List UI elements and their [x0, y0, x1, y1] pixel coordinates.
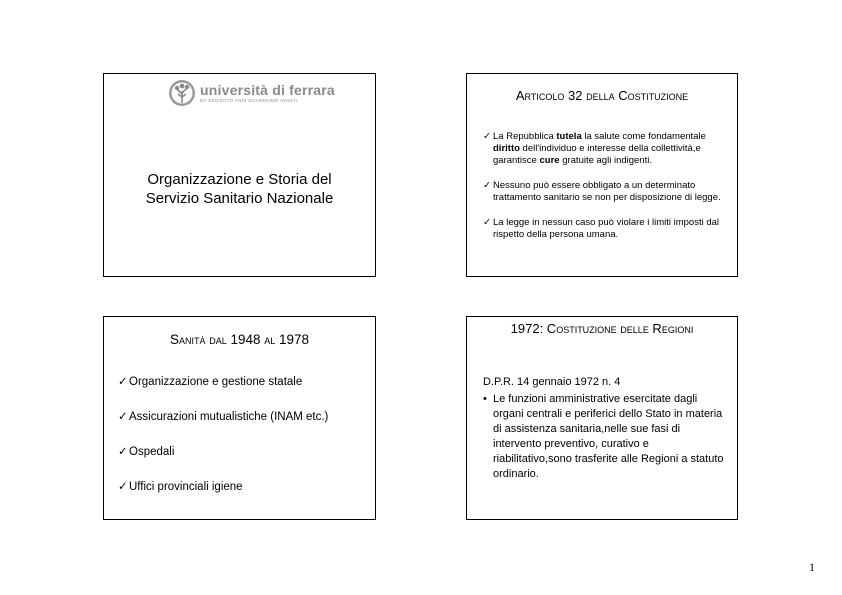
title-line-2: Servizio Sanitario Nazionale [145, 190, 334, 207]
bullet-list [118, 375, 328, 515]
slide-1 [103, 73, 376, 277]
decree-reference: D.P.R. 14 gennaio 1972 n. 4 [483, 376, 621, 388]
checkmark-icon: ✓ [483, 180, 491, 191]
slide-title: 1972: Costituzione delle Regioni [510, 321, 694, 336]
bullet-text: Le funzioni amministrative esercitate dagli organi centrali e periferici dello Stato in materia di assistenza sanitaria,nelle sue fasi di intervento preventivo, curativo e riabilitativo,sono trasferite alle Regioni a statuto ordinario. [493, 393, 724, 480]
list-item: ✓Assicurazioni mutualistiche (INAM etc.) [118, 411, 329, 423]
slide-3 [103, 316, 376, 520]
tree-seal-icon [168, 79, 196, 107]
checkmark-icon: ✓ [118, 411, 128, 423]
checkmark-icon: ✓ [118, 481, 128, 493]
list-item: ✓Ospedali [118, 446, 175, 458]
university-logo [168, 79, 335, 107]
list-item: ✓Uffici provinciali igiene [118, 481, 243, 493]
list-item [483, 392, 728, 482]
checkmark-icon: ✓ [118, 376, 128, 388]
list-item: ✓ Nessuno può essere obbligato a un determinato trattamento sanitario se non per disposizione di legge. [483, 180, 721, 203]
slide-4 [466, 316, 738, 520]
title-line-1: Organizzazione e Storia del [147, 171, 332, 188]
list-item: ✓ La Repubblica tutela la salute come fondamentale diritto dell'individuo e interesse della collettività,e garantisce cure gratuite agli indigenti. [483, 131, 706, 166]
bullet-list [483, 131, 729, 254]
checkmark-icon: ✓ [483, 131, 491, 142]
list-item: ✓Organizzazione e gestione statale [118, 376, 303, 388]
slide-title: Articolo 32 della Costituzione [515, 88, 689, 103]
slide-2 [466, 73, 738, 277]
checkmark-icon: ✓ [483, 217, 491, 228]
logo-name: università di ferrara [200, 81, 335, 98]
logo-tagline: DA SEICENTO ANNI GUARDIAMO AVANTI. [200, 97, 299, 103]
slide-title: Sanità dal 1948 al 1978 [169, 332, 310, 347]
presentation-title [104, 170, 375, 208]
checkmark-icon: ✓ [118, 446, 128, 458]
list-item: ✓ La legge in nessun caso può violare i limiti imposti dal rispetto della persona umana. [483, 217, 720, 240]
bullet-dot-icon: • [483, 393, 487, 405]
page-number: 1 [809, 560, 815, 574]
